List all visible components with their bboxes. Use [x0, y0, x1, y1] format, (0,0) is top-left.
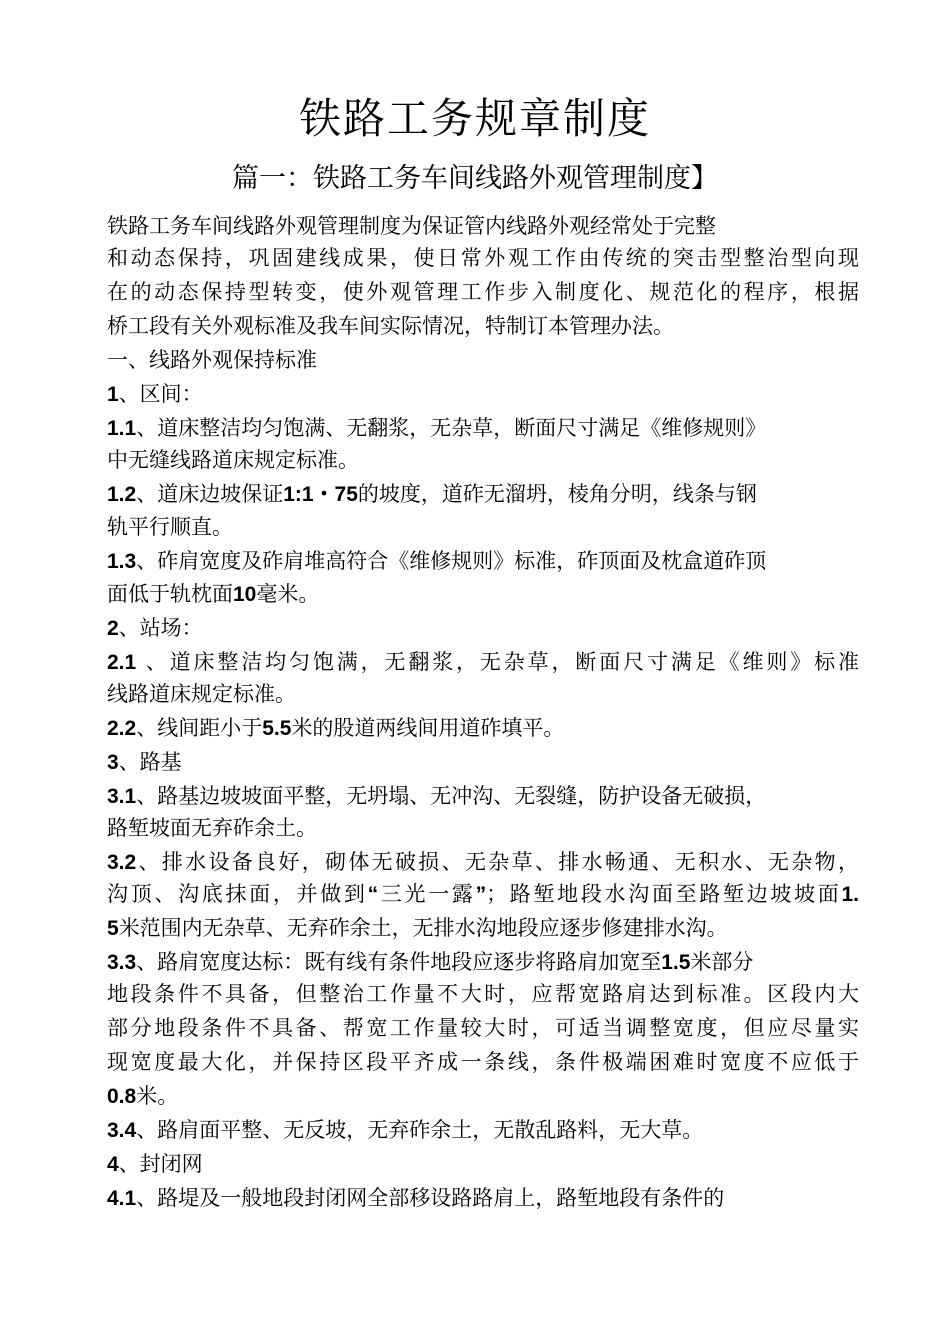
- text-line: [107, 848, 859, 876]
- text-line: [107, 212, 716, 240]
- text-run: 、道床边坡保证: [136, 482, 284, 506]
- text-line: [107, 446, 359, 474]
- text-line: [107, 380, 203, 408]
- text-run: 米范围内无杂草、无弃砟余土，无排水沟地段应逐步修建排水沟。: [118, 916, 728, 940]
- text-run: 米部分: [690, 950, 754, 974]
- text-run: 三光一露: [378, 882, 476, 906]
- text-line: [107, 782, 766, 810]
- text-line: [107, 1184, 724, 1212]
- number-run: 4: [107, 1153, 119, 1176]
- text-line: [107, 648, 859, 676]
- text-run: ；路堑地段水沟面至路堑边坡坡面: [486, 882, 842, 906]
- text-run: 路堑坡面无弃砟余土。: [107, 816, 317, 840]
- number-run: 1:1・75: [283, 483, 358, 506]
- number-run: 3.3: [107, 951, 137, 974]
- text-run: 铁路工务车间线路外观管理制度为保证管内线路外观经常处于完整: [107, 214, 716, 238]
- text-run: 中无缝线路道床规定标准。: [107, 448, 359, 472]
- text-run: 、路基边坡坡面平整，无坍塌、无冲沟、无裂缝，防护设备无破损，: [136, 784, 767, 808]
- text-run: 米的股道两线间用道砟填平。: [291, 716, 565, 740]
- text-line: [107, 1116, 703, 1144]
- text-line: [107, 244, 859, 272]
- text-line: [107, 513, 233, 541]
- number-run: 2.2: [107, 717, 137, 740]
- number-run: 3.4: [107, 1119, 137, 1142]
- number-run: ”: [475, 883, 487, 906]
- text-line: [107, 614, 203, 642]
- text-run: 、封闭网: [118, 1152, 203, 1176]
- text-line: [107, 414, 766, 442]
- number-run: 10: [233, 583, 257, 606]
- text-line: [107, 680, 296, 708]
- number-run: “: [367, 883, 379, 906]
- text-run: 、道床整洁均匀饱满、无翻浆，无杂草，断面尺寸满足《维修规则》: [136, 416, 767, 440]
- number-run: 0.8: [107, 1085, 137, 1108]
- text-run: 桥工段有关外观标准及我车间实际情况，特制订本管理办法。: [107, 314, 674, 338]
- text-run: 毫米。: [256, 582, 320, 606]
- text-line: [107, 480, 757, 508]
- text-line: [107, 346, 317, 374]
- text-run: 、砟肩宽度及砟肩堆高符合《维修规则》标准，砟顶面及枕盒道砟顶: [136, 549, 767, 573]
- number-run: 3.2: [107, 851, 137, 874]
- text-line: [107, 1150, 203, 1178]
- number-run: 5: [107, 917, 119, 940]
- text-run: 、路基: [118, 750, 182, 774]
- text-run: 面低于轨枕面: [107, 582, 233, 606]
- text-run: 、线间距小于: [136, 716, 263, 740]
- text-run: 米。: [136, 1084, 179, 1108]
- number-run: 1.: [841, 883, 860, 906]
- number-run: 2: [107, 617, 119, 640]
- text-line: [107, 1048, 859, 1076]
- text-run: 线路道床规定标准。: [107, 682, 296, 706]
- text-run: 、道床整洁均匀饱满，无翻浆，无杂草，断面尺寸满足《维则》标准: [136, 650, 859, 674]
- text-run: 的坡度，道砟无溜坍，棱角分明，线条与钢: [357, 482, 757, 506]
- text-line: [107, 278, 859, 306]
- text-run: 现宽度最大化，并保持区段平齐成一条线，条件极端困难时宽度不应低于: [107, 1050, 859, 1074]
- text-line: [107, 748, 182, 776]
- text-line: [107, 914, 728, 942]
- text-run: 部分地段条件不具备、帮宽工作量较大时，可适当调整宽度，但应尽量实: [107, 1016, 859, 1040]
- text-run: 、路肩宽度达标：既有线有条件地段应逐步将路肩加宽至: [136, 950, 662, 974]
- text-run: 、区间：: [118, 382, 203, 406]
- text-run: 和动态保持，巩固建线成果，使日常外观工作由传统的突击型整治型向现: [107, 246, 859, 270]
- number-run: 1: [107, 383, 119, 406]
- text-line: [107, 714, 564, 742]
- number-run: 3: [107, 751, 119, 774]
- text-line: [107, 1082, 178, 1110]
- document-title: 铁路工务规章制度: [298, 94, 651, 143]
- number-run: 5.5: [262, 717, 292, 740]
- number-run: 2.1: [107, 651, 137, 674]
- text-run: 一、线路外观保持标准: [107, 348, 317, 372]
- text-line: [107, 880, 859, 908]
- number-run: 3.1: [107, 785, 137, 808]
- document-subtitle: 篇一：铁路工务车间线路外观管理制度】: [232, 163, 718, 194]
- text-line: [107, 980, 859, 1008]
- text-run: 、路堤及一般地段封闭网全部移设路路肩上，路堑地段有条件的: [136, 1186, 725, 1210]
- number-run: 1.5: [661, 951, 691, 974]
- text-line: [107, 547, 766, 575]
- text-run: 、排水设备良好，砌体无破损、无杂草、排水畅通、无积水、无杂物，: [136, 850, 859, 874]
- text-run: 地段条件不具备，但整治工作量不大时，应帮宽路肩达到标准。区段内大: [107, 982, 859, 1006]
- text-run: 、路肩面平整、无反坡，无弃砟余土，无散乱路料，无大草。: [136, 1118, 704, 1142]
- text-run: 、站场：: [118, 616, 203, 640]
- number-run: 1.3: [107, 550, 137, 573]
- number-run: 1.2: [107, 483, 137, 506]
- text-line: [107, 948, 753, 976]
- text-run: 沟顶、沟底抹面，并做到: [107, 882, 368, 906]
- text-run: 在的动态保持型转变，使外观管理工作步入制度化、规范化的程序，根据: [107, 280, 859, 304]
- text-run: 轨平行顺直。: [107, 515, 233, 539]
- text-line: [107, 814, 317, 842]
- text-line: [107, 312, 674, 340]
- text-line: [107, 580, 319, 608]
- text-line: [107, 1014, 859, 1042]
- number-run: 1.1: [107, 417, 137, 440]
- number-run: 4.1: [107, 1187, 137, 1210]
